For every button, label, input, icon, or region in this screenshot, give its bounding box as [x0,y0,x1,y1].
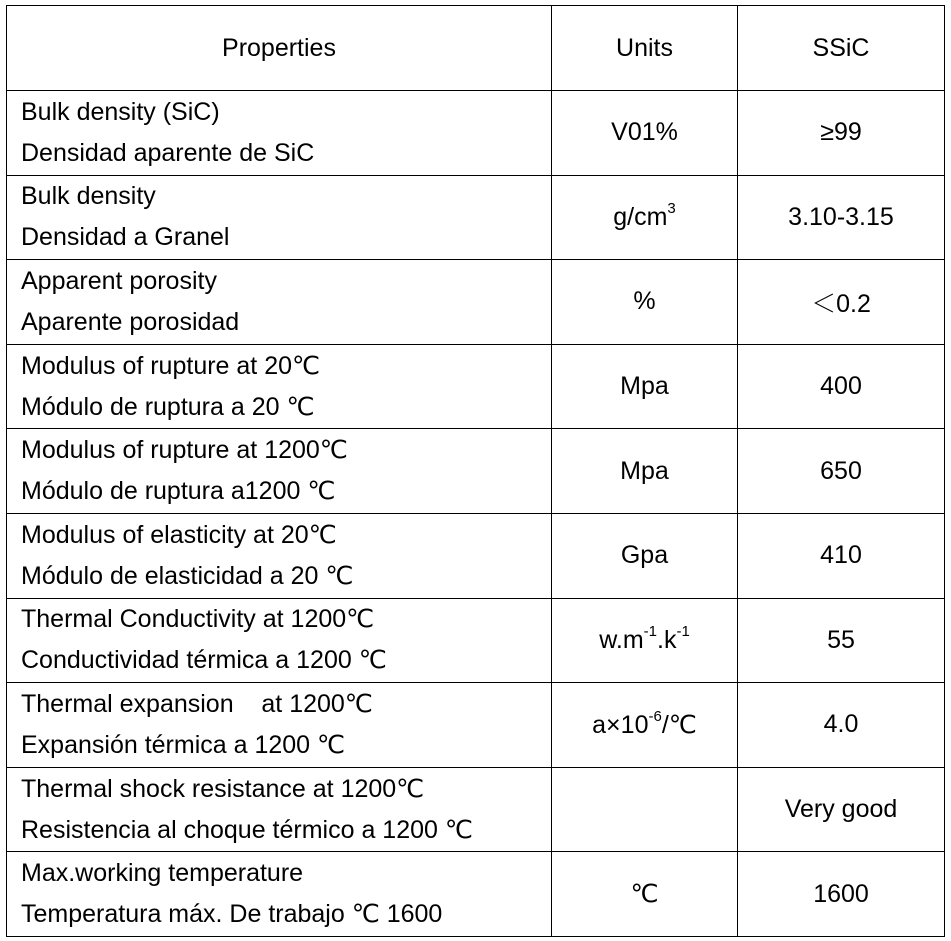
unit-exponent: 3 [667,199,676,217]
header-units: Units [552,6,738,91]
value-cell: ≥99 [738,91,945,176]
unit-cell [552,683,738,768]
value-cell: 55 [738,598,945,683]
unit-exponent: -1 [643,622,657,640]
value-cell: 410 [738,513,945,598]
unit-exponent: -1 [676,622,690,640]
unit-cell [552,175,738,260]
property-cell [7,429,552,514]
unit-base: g/cm [613,202,668,231]
value-cell: 4.0 [738,683,945,768]
property-name-en: Thermal shock resistance at 1200℃ [21,774,425,803]
property-cell [7,767,552,852]
property-cell [7,260,552,345]
property-cell [7,91,552,176]
unit-part: w.m [599,625,644,654]
unit-cell: Mpa [552,344,738,429]
property-name-es: Módulo de ruptura a 20 ℃ [21,392,315,421]
property-name-es: Módulo de ruptura a1200 ℃ [21,477,336,506]
property-name-es: Resistencia al choque térmico a 1200 ℃ [21,815,473,844]
table-row [7,429,945,514]
table-row [7,513,945,598]
unit-cell: V01% [552,91,738,176]
table-row [7,175,945,260]
unit-cell: Gpa [552,513,738,598]
table-row [7,598,945,683]
property-name-es: Módulo de elasticidad a 20 ℃ [21,561,354,590]
value-cell: 400 [738,344,945,429]
property-name-en: Modulus of elasticity at 20℃ [21,520,337,549]
value-cell: 3.10-3.15 [738,175,945,260]
property-cell [7,175,552,260]
property-name-en: Apparent porosity [21,266,217,295]
property-name-en: Bulk density (SiC) [21,97,220,126]
table-row [7,344,945,429]
property-name-en: Max.working temperature [21,859,304,888]
property-name-es: Aparente porosidad [21,307,240,336]
unit-cell [552,767,738,852]
unit-exponent: -6 [648,707,662,725]
unit-cell: ℃ [552,852,738,937]
property-cell [7,683,552,768]
value-cell: 1600 [738,852,945,937]
header-properties: Properties [7,6,552,91]
property-name-en: Thermal expansion at 1200℃ [21,689,373,718]
unit-cell: % [552,260,738,345]
table-row [7,91,945,176]
unit-part: .k [657,625,677,654]
property-name-en: Thermal Conductivity at 1200℃ [21,605,375,634]
table-row [7,767,945,852]
header-ssic: SSiC [738,6,945,91]
unit-cell [552,598,738,683]
properties-table [6,5,945,937]
property-name-en: Modulus of rupture at 20℃ [21,351,321,380]
header-row [7,6,945,91]
property-name-es: Expansión térmica a 1200 ℃ [21,730,346,759]
unit-part: /℃ [661,710,697,739]
property-cell [7,852,552,937]
property-name-es: Conductividad térmica a 1200 ℃ [21,646,387,675]
property-name-en: Modulus of rupture at 1200℃ [21,436,348,465]
table-row [7,852,945,937]
table-row [7,260,945,345]
property-name-en: Bulk density [21,182,156,211]
property-cell [7,598,552,683]
property-name-es: Densidad a Granel [21,223,230,252]
table-row [7,683,945,768]
property-cell [7,513,552,598]
value-cell: 650 [738,429,945,514]
unit-part: a×10 [592,710,649,739]
property-name-es: Temperatura máx. De trabajo ℃ 1600 [21,900,443,929]
value-cell: Very good [738,767,945,852]
value-cell: ＜0.2 [738,260,945,345]
property-name-es: Densidad aparente de SiC [21,138,315,167]
unit-cell: Mpa [552,429,738,514]
property-cell [7,344,552,429]
